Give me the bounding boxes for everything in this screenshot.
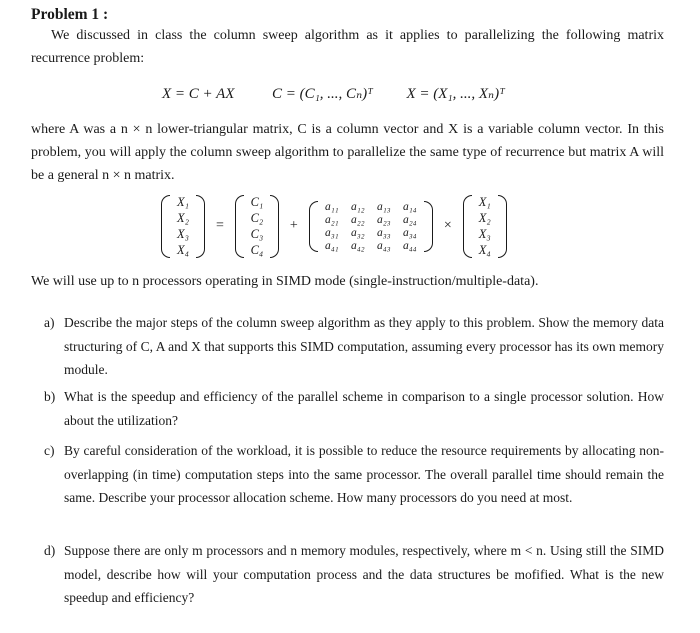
- question-item: [44, 539, 664, 610]
- a-matrix-entry: a₁₃: [376, 200, 391, 213]
- a-matrix-entry: a₂₁: [324, 213, 339, 226]
- a-matrix-entry: a₁₄: [402, 200, 417, 213]
- question-item: [44, 439, 664, 510]
- a-matrix: [308, 201, 434, 252]
- a-matrix-entry: a₄₂: [350, 239, 365, 252]
- x-vector-entry: X₄: [177, 242, 189, 257]
- x-vector-right-entry: X₂: [478, 210, 491, 225]
- question-text: By careful consideration of the workload, it is possible to reduce the resource requirements by allocating non-overlapping (in time) computation steps into the same processor. The overall parallel time should remain the same. Describe your processor allocation scheme. How many processors do you need at most.: [64, 443, 664, 505]
- equals-sign: =: [216, 218, 224, 233]
- x-vector-right-entry: X₁: [478, 194, 491, 209]
- x-vector-right-entry: X₃: [478, 226, 491, 241]
- x-vector-entry: X₃: [177, 226, 189, 241]
- question-letter: c): [44, 443, 55, 458]
- x-vector-entry: X₂: [177, 210, 189, 225]
- times-sign: ×: [443, 218, 452, 233]
- recurrence-equation: [162, 84, 505, 103]
- description-paragraph: where A was a n × n lower-triangular matrix, C is a column vector and X is a variable column vector. In this problem, you will apply the column sweep algorithm to parallelize the same type of recurrence but matrix A will be a general n × n matrix.: [31, 122, 664, 183]
- question-item: [44, 311, 664, 382]
- a-matrix-entry: a₂₃: [376, 213, 391, 226]
- a-matrix-entry: a₄₄: [402, 239, 417, 252]
- processors-note: We will use up to n processors operating in SIMD mode (single-instruction/multiple-data).: [31, 274, 539, 289]
- question-letter: b): [44, 389, 56, 404]
- c-vector-entry: C₃: [250, 226, 264, 241]
- a-matrix-entry: a₃₄: [402, 226, 417, 239]
- problem-heading: Problem 1 :: [31, 6, 109, 23]
- x-vector: [160, 195, 206, 258]
- c-vector-entry: C₁: [250, 194, 264, 209]
- c-vector: [234, 195, 280, 258]
- a-matrix-entry: a₃₁: [324, 226, 339, 239]
- question-letter: a): [44, 315, 55, 330]
- a-matrix-entry: a₃₃: [376, 226, 391, 239]
- question-item: [44, 385, 664, 432]
- a-matrix-entry: a₂₄: [402, 213, 417, 226]
- c-vector-entry: C₄: [250, 242, 264, 257]
- question-text: Suppose there are only m processors and n memory modules, respectively, where m < n. Using still the SIMD model, describe how will your computation process and the data structures be mofified. What is the new speedup and efficiency?: [64, 543, 664, 605]
- x-vector-right: [462, 195, 508, 258]
- intro-paragraph: We discussed in class the column sweep algorithm as it applies to parallelizing the following matrix recurrence problem:: [31, 28, 664, 66]
- a-matrix-entry: a₂₂: [350, 213, 365, 226]
- equation-part-1: X = C + AX: [162, 86, 235, 102]
- a-matrix-entry: a₁₂: [350, 200, 365, 213]
- plus-sign: +: [289, 218, 298, 233]
- a-matrix-entry: a₄₃: [376, 239, 391, 252]
- equation-part-3: X = (X₁, ..., Xₙ)ᵀ: [406, 86, 505, 102]
- equation-part-2: C = (C₁, ..., Cₙ)ᵀ: [271, 86, 373, 102]
- question-letter: d): [44, 543, 56, 558]
- x-vector-right-entry: X₄: [478, 242, 491, 257]
- x-vector-entry: X₁: [177, 194, 189, 209]
- a-matrix-entry: a₄₁: [324, 239, 339, 252]
- question-text: Describe the major steps of the column sweep algorithm as they apply to this problem. Show the memory data structuring of C, A and X that supports this SIMD computation, assuming every processor has its own memory module.: [64, 315, 664, 377]
- a-matrix-entry: a₁₁: [324, 200, 339, 213]
- c-vector-entry: C₂: [250, 210, 264, 225]
- matrix-equation: [160, 188, 508, 264]
- a-matrix-entry: a₃₂: [350, 226, 365, 239]
- question-text: What is the speedup and efficiency of the parallel scheme in comparison to a single processor solution. How about the utilization?: [64, 389, 664, 428]
